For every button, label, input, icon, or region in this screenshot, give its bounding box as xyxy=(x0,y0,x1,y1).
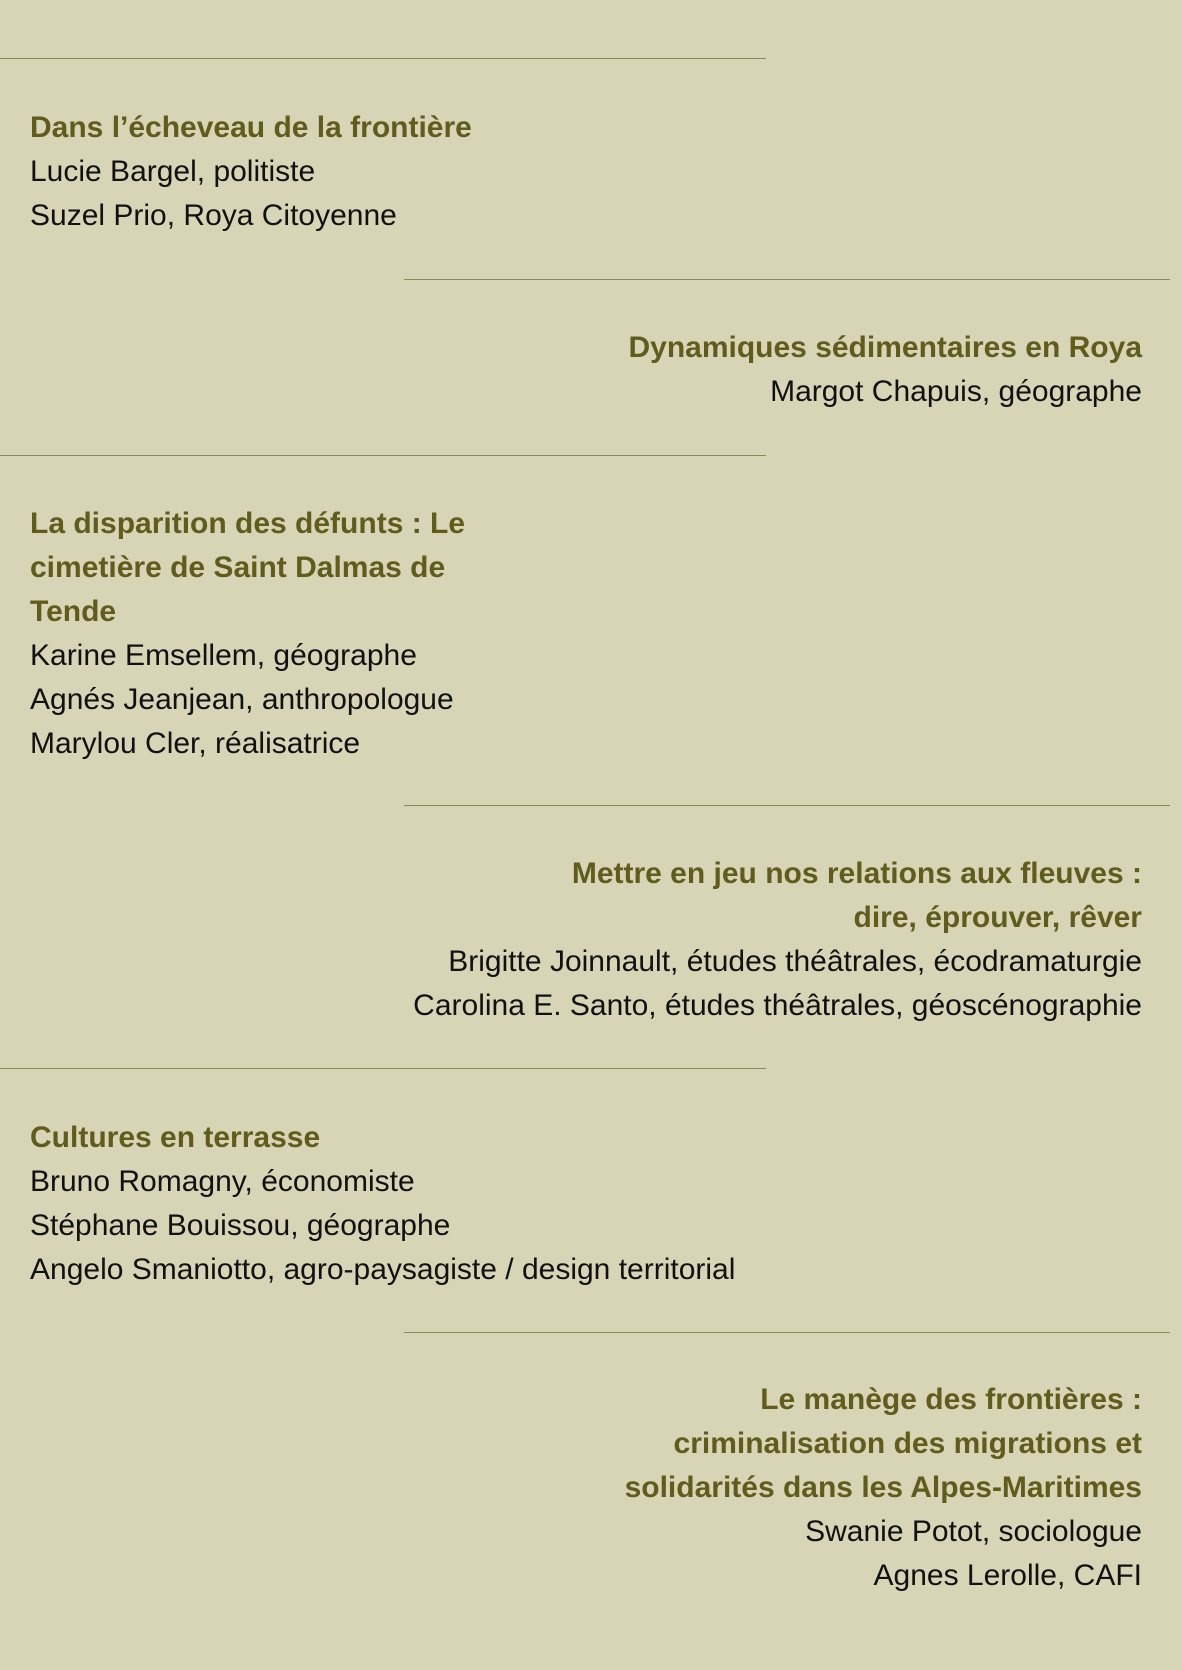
session-title: Dynamiques sédimentaires en Roya xyxy=(628,331,1142,364)
session-title: Le manège des frontières : xyxy=(760,1383,1142,1416)
session-5 xyxy=(30,1116,735,1292)
session-title: criminalisation des migrations et xyxy=(673,1427,1142,1460)
session-title: Tende xyxy=(30,595,117,628)
divider xyxy=(0,58,766,59)
session-6 xyxy=(625,1378,1142,1598)
session-1 xyxy=(30,106,472,238)
speaker: Suzel Prio, Roya Citoyenne xyxy=(30,199,397,232)
speaker: Bruno Romagny, économiste xyxy=(30,1165,415,1198)
speaker: Lucie Bargel, politiste xyxy=(30,155,316,188)
speaker: Marylou Cler, réalisatrice xyxy=(30,727,361,760)
session-3 xyxy=(30,502,465,766)
divider xyxy=(404,1332,1170,1333)
speaker: Margot Chapuis, géographe xyxy=(770,375,1142,408)
session-2 xyxy=(628,326,1142,414)
divider xyxy=(0,455,766,456)
divider xyxy=(0,1068,766,1069)
speaker: Karine Emsellem, géographe xyxy=(30,639,417,672)
session-title: cimetière de Saint Dalmas de xyxy=(30,551,446,584)
speaker: Agnes Lerolle, CAFI xyxy=(873,1559,1142,1592)
speaker: Swanie Potot, sociologue xyxy=(805,1515,1142,1548)
speaker: Angelo Smaniotto, agro-paysagiste / design territorial xyxy=(30,1253,736,1286)
session-4 xyxy=(413,852,1142,1028)
session-title: solidarités dans les Alpes-Maritimes xyxy=(624,1471,1142,1504)
session-title: Mettre en jeu nos relations aux fleuves : xyxy=(571,857,1142,890)
session-title: dire, éprouver, rêver xyxy=(853,901,1142,934)
speaker: Carolina E. Santo, études théâtrales, géoscénographie xyxy=(413,989,1142,1022)
session-title: Dans l’écheveau de la frontière xyxy=(30,111,472,144)
divider xyxy=(404,805,1170,806)
speaker: Stéphane Bouissou, géographe xyxy=(30,1209,451,1242)
speaker: Brigitte Joinnault, études théâtrales, écodramaturgie xyxy=(448,945,1142,978)
session-title: Cultures en terrasse xyxy=(30,1121,321,1154)
session-title: La disparition des défunts : Le xyxy=(30,507,466,540)
divider xyxy=(404,279,1170,280)
speaker: Agnés Jeanjean, anthropologue xyxy=(30,683,454,716)
